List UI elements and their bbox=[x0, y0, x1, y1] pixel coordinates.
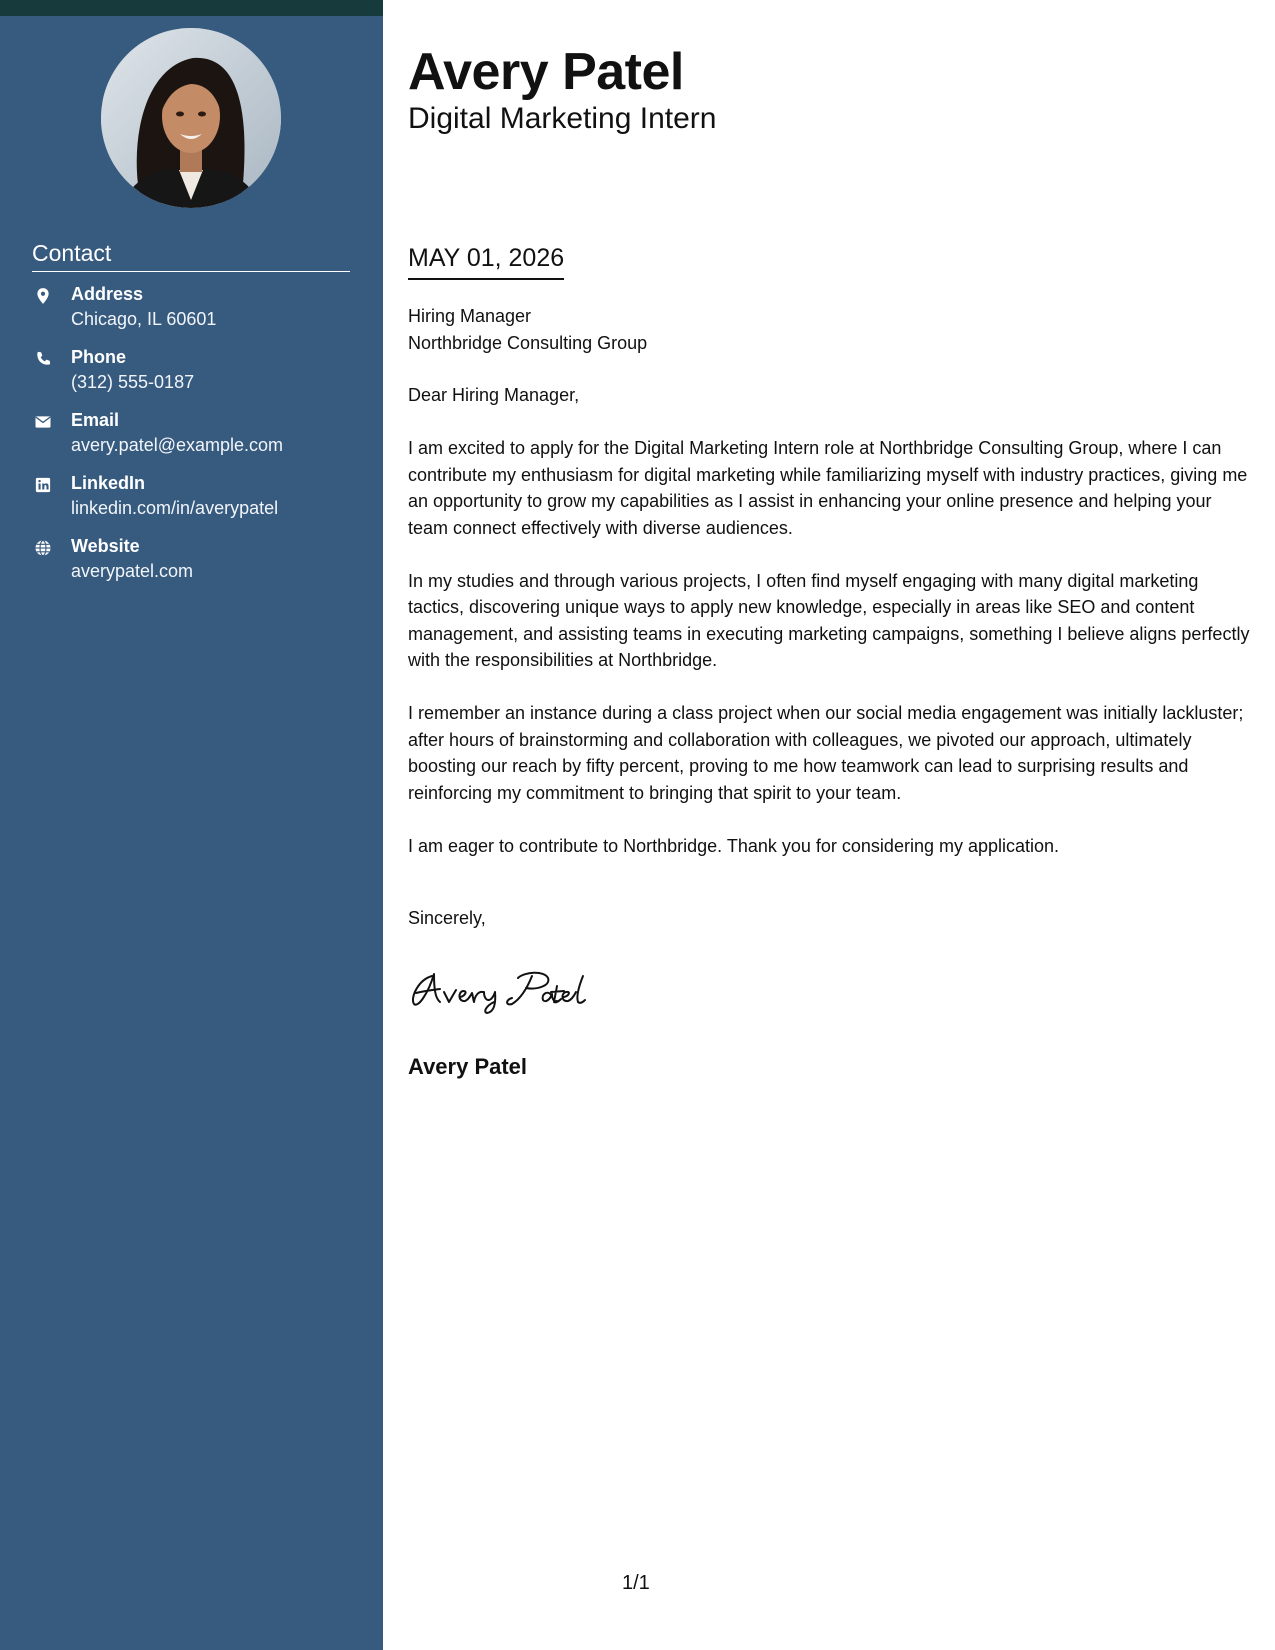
letter bbox=[408, 0, 1253, 1650]
body-paragraph: In my studies and through various projects, I often find myself engaging with many digital marketing tactics, discovering unique ways to apply new knowledge, especially in areas like SEO and content management, and assisting teams in executing marketing campaigns, something I believe aligns perfectly with the responsibilities at Northbridge. bbox=[408, 570, 1250, 670]
salutation: Dear Hiring Manager, bbox=[408, 385, 580, 405]
contact-label: LinkedIn bbox=[71, 473, 146, 493]
recipient-company: Northbridge Consulting Group bbox=[408, 332, 648, 353]
sidebar-top-bar bbox=[0, 0, 383, 16]
applicant-name: Avery Patel bbox=[408, 43, 684, 101]
contact-item-phone bbox=[32, 347, 362, 410]
sidebar bbox=[0, 0, 383, 1650]
contact-label: Website bbox=[71, 536, 140, 556]
website-value[interactable]: averypatel.com bbox=[71, 561, 194, 581]
contact-list bbox=[32, 284, 362, 599]
body-paragraph: I am eager to contribute to Northbridge. Thank you for considering my application. bbox=[408, 835, 1060, 856]
linkedin-value[interactable]: linkedin.com/in/averypatel bbox=[71, 498, 279, 518]
signature bbox=[408, 964, 618, 1014]
map-pin-icon bbox=[34, 287, 52, 305]
avatar bbox=[101, 28, 281, 208]
globe-icon bbox=[34, 539, 52, 557]
contact-item-email bbox=[32, 410, 362, 473]
contact-label: Email bbox=[71, 410, 120, 430]
page-number: 1/1 bbox=[622, 1572, 650, 1594]
closing: Sincerely, bbox=[408, 908, 486, 928]
linkedin-icon bbox=[34, 476, 52, 494]
letter-date: MAY 01, 2026 bbox=[408, 244, 564, 280]
phone-value: (312) 555-0187 bbox=[71, 372, 195, 392]
email-value[interactable]: avery.patel@example.com bbox=[71, 435, 284, 455]
contact-item-address bbox=[32, 284, 362, 347]
recipient-title: Hiring Manager bbox=[408, 306, 532, 326]
contact-item-linkedin bbox=[32, 473, 362, 536]
body-paragraph: I am excited to apply for the Digital Marketing Intern role at Northbridge Consulting Group, where I can contribute my enthusiasm for digital marketing while familiarizing myself with industry practices, giving me an opportunity to grow my capabilities as I assist in enhancing your online presence and helping your team connect effectively with diverse audiences. bbox=[408, 438, 1248, 538]
recipient-block bbox=[408, 303, 647, 356]
signer-name: Avery Patel bbox=[408, 1054, 528, 1079]
applicant-role: Digital Marketing Intern bbox=[408, 102, 717, 135]
contact-item-website bbox=[32, 536, 362, 599]
phone-icon bbox=[34, 350, 52, 368]
contact-label: Phone bbox=[71, 347, 127, 367]
address-value: Chicago, IL 60601 bbox=[71, 309, 217, 329]
envelope-icon bbox=[34, 413, 52, 431]
contact-label: Address bbox=[71, 284, 144, 304]
avatar-photo bbox=[101, 28, 281, 208]
contact-heading: Contact bbox=[32, 240, 350, 272]
body-paragraph: I remember an instance during a class project when our social media engagement was initially lackluster; after hours of brainstorming and collaboration with colleagues, we pivoted our approach, ultimately boosting our reach by fifty percent, proving to me how teamwork can lead to surprising results and reinforcing my commitment to bringing that spirit to your team. bbox=[408, 703, 1244, 803]
letter-body bbox=[408, 382, 1253, 886]
